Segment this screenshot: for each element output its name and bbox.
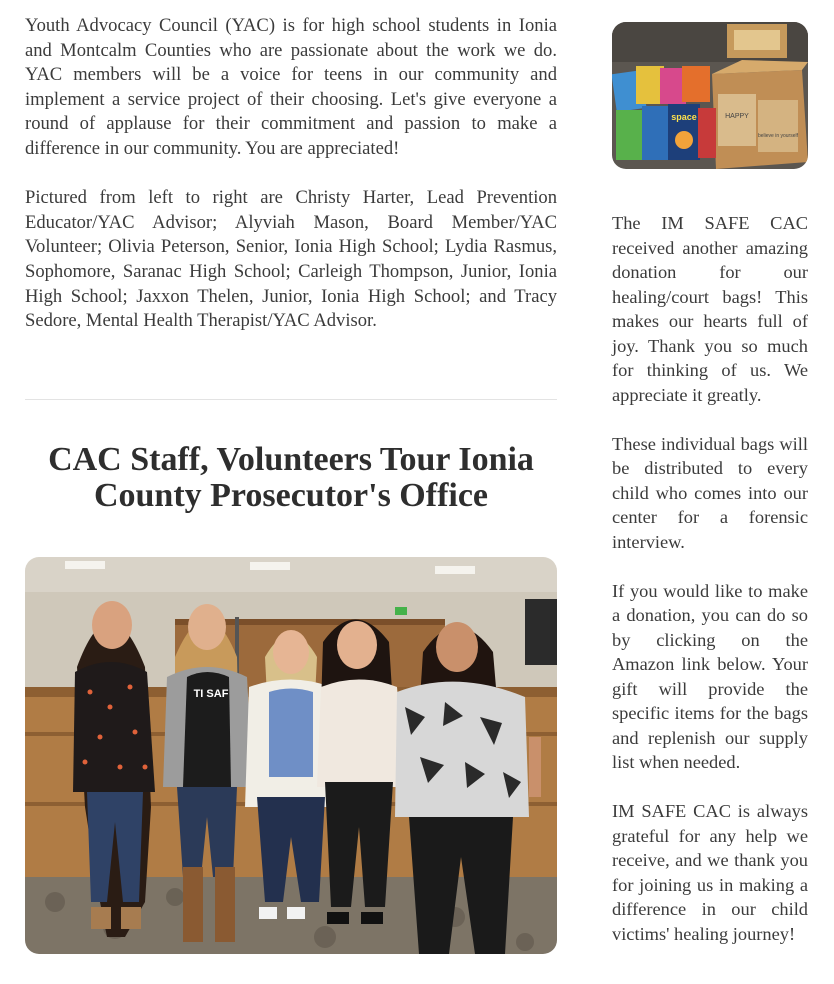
group-photo[interactable] — [25, 557, 557, 954]
pictured-paragraph: Pictured from left to right are Christy Harter, Lead Prevention Educator/YAC Advisor; Alyviah Mason, Board Member/YAC Volunteer; Olivia Peterson, Senior, Ionia High School; Lydia Rasmus, Sophomore, Saranac High School; Carleigh Thompson, Junior, Ionia High School; Jaxxon Thelen, Junior, Ionia High School; and Tracy Sedore, Mental Health Therapist/YAC Advisor. — [25, 187, 557, 332]
yac-paragraph: Youth Advocacy Council (YAC) is for high school students in Ionia and Montcalm Counties who are passionate about the work we do. YAC members will be a voice for teens in our community and implement a service project of their choosing. Let's give everyone a round of applause for their commitment and passion to make a difference in our community. You are appreciated! — [25, 15, 557, 159]
section-divider — [25, 399, 557, 400]
bags-paragraph: These individual bags will be distributed to every child who comes into our center for a forensic interview. — [612, 433, 808, 552]
shirt-text: TI SAF — [193, 688, 229, 700]
book-title: space — [671, 112, 697, 122]
left-column — [25, 14, 557, 358]
donation-photo[interactable] — [612, 22, 808, 169]
right-column — [612, 211, 808, 971]
grateful-paragraph: IM SAFE CAC is always grateful for any help we receive, and we thank you for joining us in making a difference in our child victims' healing journey! — [612, 801, 808, 944]
bag-text-happy: HAPPY — [725, 113, 749, 120]
section-title: CAC Staff, Volunteers Tour Ionia County Prosecutor's Office — [48, 441, 534, 514]
donation-paragraph: The IM SAFE CAC received another amazing donation for our healing/court bags! This makes our hearts full of joy. Thank you so much for thinking of us. We appreciate it greatly. — [612, 213, 808, 405]
bag-text-believe: believe in yourself — [757, 133, 799, 139]
amazon-paragraph: If you would like to make a donation, you can do so by clicking on the Amazon link below. Your gift will provide the specific items for the bags and replenish our supply list when needed. — [612, 580, 808, 772]
